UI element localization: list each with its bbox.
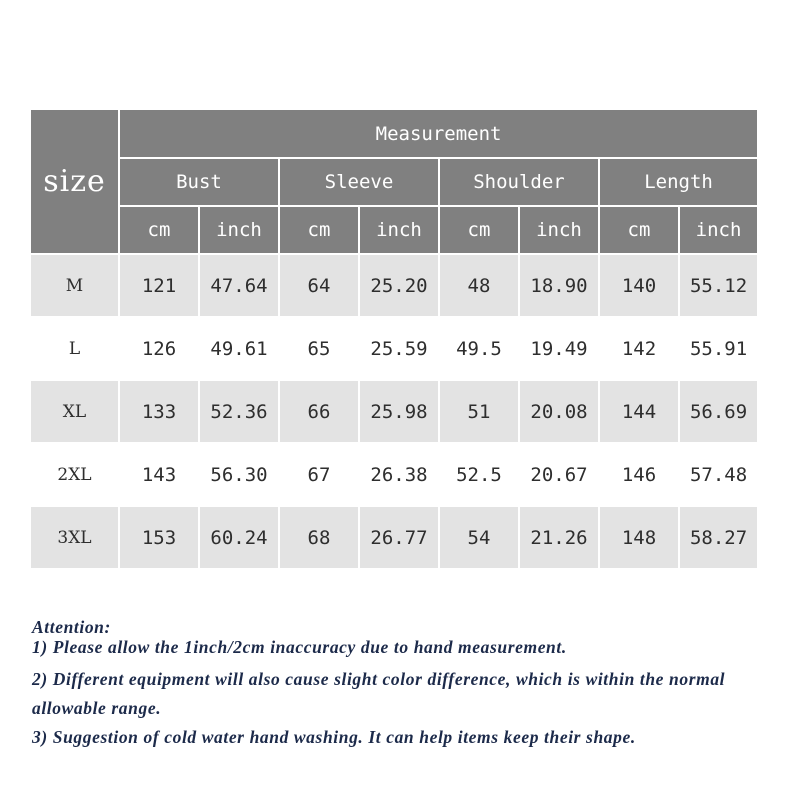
- shoulder-cm-header: cm: [439, 206, 519, 254]
- length-cm-cell: 142: [599, 317, 679, 380]
- header-row-groups: [30, 158, 758, 206]
- table-row: [30, 380, 758, 443]
- table-row: [30, 443, 758, 506]
- sleeve-cm-cell: 68: [279, 506, 359, 569]
- sleeve-cm-cell: 64: [279, 254, 359, 317]
- size-cell: 2XL: [30, 443, 119, 506]
- shoulder-cm-cell: 52.5: [439, 443, 519, 506]
- attention-notes: [32, 617, 782, 752]
- header-row-units: [30, 206, 758, 254]
- sleeve-inch-cell: 26.38: [359, 443, 439, 506]
- sleeve-cm-cell: 67: [279, 443, 359, 506]
- size-cell: 3XL: [30, 506, 119, 569]
- sleeve-inch-header: inch: [359, 206, 439, 254]
- shoulder-inch-cell: 20.67: [519, 443, 599, 506]
- sleeve-cm-cell: 66: [279, 380, 359, 443]
- length-cm-header: cm: [599, 206, 679, 254]
- shoulder-header: Shoulder: [439, 158, 599, 206]
- sleeve-inch-cell: 25.98: [359, 380, 439, 443]
- length-inch-cell: 58.27: [679, 506, 758, 569]
- length-cm-cell: 146: [599, 443, 679, 506]
- note-item: 2) Different equipment will also cause slight color difference, which is within the normal allowable range.: [32, 669, 726, 718]
- length-header: Length: [599, 158, 758, 206]
- table-row: [30, 506, 758, 569]
- header-row-measurement: [30, 109, 758, 158]
- size-cell: M: [30, 254, 119, 317]
- size-cell: XL: [30, 380, 119, 443]
- bust-inch-cell: 52.36: [199, 380, 279, 443]
- note-item: 1) Please allow the 1inch/2cm inaccuracy due to hand measurement.: [32, 637, 567, 657]
- size-column-header: size: [30, 109, 119, 254]
- table-row: [30, 317, 758, 380]
- length-inch-cell: 57.48: [679, 443, 758, 506]
- shoulder-inch-header: inch: [519, 206, 599, 254]
- shoulder-inch-cell: 18.90: [519, 254, 599, 317]
- size-cell: L: [30, 317, 119, 380]
- length-cm-cell: 140: [599, 254, 679, 317]
- length-inch-cell: 55.12: [679, 254, 758, 317]
- sleeve-inch-cell: 25.59: [359, 317, 439, 380]
- bust-header: Bust: [119, 158, 279, 206]
- bust-inch-cell: 49.61: [199, 317, 279, 380]
- sleeve-header: Sleeve: [279, 158, 439, 206]
- shoulder-inch-cell: 19.49: [519, 317, 599, 380]
- sleeve-inch-cell: 25.20: [359, 254, 439, 317]
- shoulder-cm-cell: 49.5: [439, 317, 519, 380]
- bust-cm-cell: 143: [119, 443, 199, 506]
- bust-cm-cell: 121: [119, 254, 199, 317]
- shoulder-cm-cell: 48: [439, 254, 519, 317]
- bust-cm-header: cm: [119, 206, 199, 254]
- length-inch-header: inch: [679, 206, 758, 254]
- bust-cm-cell: 153: [119, 506, 199, 569]
- note-item: 3) Suggestion of cold water hand washing. It can help items keep their shape.: [32, 727, 636, 747]
- shoulder-inch-cell: 20.08: [519, 380, 599, 443]
- bust-inch-header: inch: [199, 206, 279, 254]
- bust-cm-cell: 126: [119, 317, 199, 380]
- bust-inch-cell: 47.64: [199, 254, 279, 317]
- shoulder-cm-cell: 51: [439, 380, 519, 443]
- length-cm-cell: 144: [599, 380, 679, 443]
- measurement-header: Measurement: [119, 109, 758, 158]
- shoulder-cm-cell: 54: [439, 506, 519, 569]
- table-row: [30, 254, 758, 317]
- bust-inch-cell: 60.24: [199, 506, 279, 569]
- bust-cm-cell: 133: [119, 380, 199, 443]
- attention-title: Attention:: [32, 617, 111, 637]
- sleeve-cm-cell: 65: [279, 317, 359, 380]
- size-chart-table: [29, 108, 759, 570]
- shoulder-inch-cell: 21.26: [519, 506, 599, 569]
- length-inch-cell: 55.91: [679, 317, 758, 380]
- length-cm-cell: 148: [599, 506, 679, 569]
- length-inch-cell: 56.69: [679, 380, 758, 443]
- sleeve-inch-cell: 26.77: [359, 506, 439, 569]
- sleeve-cm-header: cm: [279, 206, 359, 254]
- bust-inch-cell: 56.30: [199, 443, 279, 506]
